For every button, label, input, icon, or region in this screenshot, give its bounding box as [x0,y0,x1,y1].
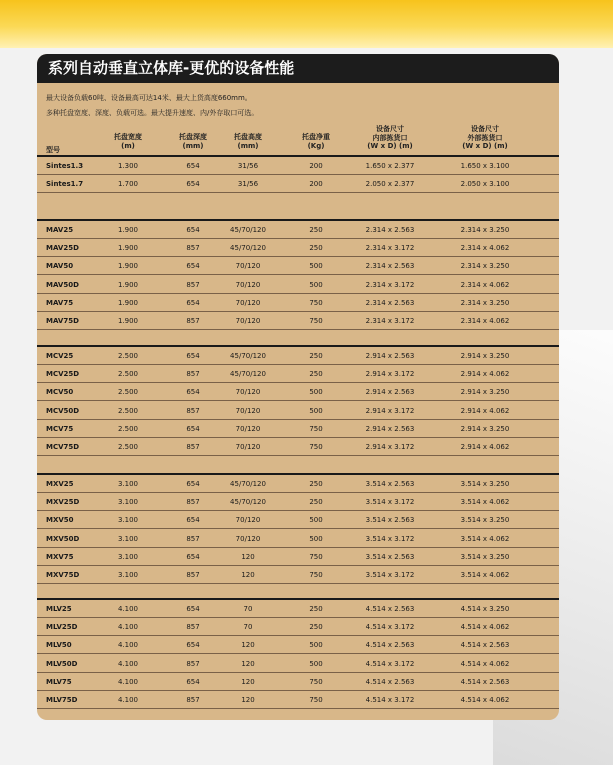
cell-depth: 654 [186,298,200,307]
table-row [37,439,559,456]
table-row [37,494,559,511]
header-model: 型号 [46,146,60,154]
cell-outer-size: 2.914 x 3.250 [460,388,510,397]
cell-load: 750 [309,696,323,704]
intro-line-1: 最大设备负载60吨、设备最高可达14米、最大上货高度660mm。 [46,94,252,102]
cell-load: 250 [309,244,323,253]
header-height: 托盘高度 (mm) [234,133,262,150]
cell-depth: 654 [186,424,200,433]
cell-depth: 654 [186,352,200,360]
cell-height: 70/120 [235,534,261,543]
cell-outer-size: 2.914 x 4.062 [460,370,510,379]
header-width: 托盘宽度 (m) [114,133,142,150]
cell-inner-size: 3.514 x 3.172 [365,571,415,579]
header-load: 托盘净重 (Kg) [302,133,330,150]
cell-height: 70 [243,623,253,632]
cell-inner-size: 2.314 x 3.172 [365,280,415,289]
cell-model: MXV50 [46,516,74,525]
cell-width: 3.100 [117,498,139,507]
cell-inner-size: 2.050 x 2.377 [365,180,415,189]
cell-inner-size: 4.514 x 3.172 [365,659,415,668]
cell-height: 31/56 [237,180,259,189]
cell-inner-size: 2.314 x 2.563 [365,226,415,234]
table-row [37,222,559,239]
cell-width: 4.100 [117,659,139,668]
cell-inner-size: 3.514 x 2.563 [365,516,415,525]
cell-inner-size: 2.314 x 3.172 [365,317,415,325]
cell-inner-size: 2.314 x 2.563 [365,262,415,271]
table-row [37,619,559,636]
cell-depth: 654 [186,262,200,271]
cell-model: MAV25D [46,244,79,253]
cell-load: 500 [309,388,323,397]
cell-depth: 857 [186,696,200,704]
table-row [37,601,559,618]
cell-model: MAV75 [46,298,74,307]
table-row [37,295,559,312]
table-row [37,158,559,175]
header-inner-size: 设备尺寸 内部拣货口 (W x D) (m) [367,125,413,150]
cell-outer-size: 3.514 x 3.250 [460,516,510,525]
table-row [37,348,559,365]
cell-inner-size: 2.914 x 2.563 [365,424,415,433]
cell-width: 2.500 [117,388,139,397]
page-title: 系列自动垂直立体库-更优的设备性能 [48,59,295,77]
cell-inner-size: 2.914 x 3.172 [365,370,415,379]
cell-inner-size: 2.914 x 2.563 [365,388,415,397]
cell-outer-size: 4.514 x 4.062 [460,623,510,632]
cell-depth: 857 [186,406,200,415]
table-row [37,531,559,548]
cell-load: 250 [309,605,323,613]
cell-depth: 857 [186,571,200,579]
cell-height: 70 [243,605,253,613]
cell-load: 500 [309,406,323,415]
cell-width: 4.100 [117,677,139,686]
cell-model: MLV75D [46,696,78,704]
cell-width: 2.500 [117,352,139,360]
cell-inner-size: 3.514 x 3.172 [365,534,415,543]
cell-outer-size: 2.314 x 4.062 [460,244,510,253]
cell-load: 750 [309,677,323,686]
cell-depth: 857 [186,498,200,507]
cell-depth: 857 [186,534,200,543]
cell-load: 250 [309,226,323,234]
table-row [37,692,559,709]
cell-width: 4.100 [117,696,139,704]
cell-height: 70/120 [235,388,261,397]
cell-height: 45/70/120 [230,370,266,379]
cell-model: MLV25D [46,623,78,632]
cell-depth: 654 [186,180,200,189]
cell-load: 750 [309,571,323,579]
cell-width: 2.500 [117,424,139,433]
cell-load: 250 [309,370,323,379]
cell-outer-size: 3.514 x 3.250 [460,552,510,561]
cell-depth: 654 [186,516,200,525]
cell-width: 3.100 [117,571,139,579]
cell-width: 1.900 [117,317,139,325]
cell-height: 70/120 [235,406,261,415]
cell-inner-size: 2.914 x 3.172 [365,406,415,415]
cell-height: 45/70/120 [230,352,266,360]
cell-load: 500 [309,516,323,525]
cell-width: 1.700 [117,180,139,189]
cell-width: 2.500 [117,370,139,379]
cell-depth: 857 [186,370,200,379]
cell-model: MXV75D [46,571,80,579]
cell-load: 750 [309,424,323,433]
cell-depth: 654 [186,480,200,488]
cell-outer-size: 3.514 x 4.062 [460,571,510,579]
table-row [37,421,559,438]
header-depth: 托盘深度 (mm) [179,133,207,150]
cell-load: 200 [309,162,323,170]
cell-outer-size: 4.514 x 3.250 [460,605,510,613]
cell-height: 31/56 [237,162,259,170]
cell-model: Sintes1.3 [46,162,84,170]
top-color-band [0,0,613,48]
cell-outer-size: 4.514 x 2.563 [460,641,510,650]
cell-height: 70/120 [235,298,261,307]
cell-inner-size: 4.514 x 2.563 [365,677,415,686]
cell-load: 500 [309,280,323,289]
cell-height: 70/120 [235,280,261,289]
table-row [37,403,559,420]
cell-load: 250 [309,352,323,360]
table-row [37,258,559,275]
cell-outer-size: 2.314 x 4.062 [460,317,510,325]
cell-model: MXV25 [46,480,74,488]
cell-outer-size: 2.914 x 3.250 [460,352,510,360]
table-row [37,277,559,294]
cell-model: MAV50 [46,262,74,271]
cell-width: 1.900 [117,226,139,234]
cell-depth: 857 [186,244,200,253]
cell-inner-size: 4.514 x 3.172 [365,623,415,632]
cell-model: MLV50 [46,641,72,650]
cell-outer-size: 2.050 x 3.100 [460,180,510,189]
cell-outer-size: 2.314 x 3.250 [460,262,510,271]
cell-depth: 654 [186,162,200,170]
table-row [37,384,559,401]
cell-depth: 857 [186,317,200,325]
cell-outer-size: 3.514 x 3.250 [460,480,510,488]
cell-width: 1.900 [117,244,139,253]
cell-depth: 654 [186,552,200,561]
cell-load: 500 [309,534,323,543]
cell-depth: 857 [186,443,200,451]
cell-width: 1.300 [117,162,139,170]
cell-outer-size: 4.514 x 4.062 [460,696,510,704]
table-row [37,176,559,193]
table-row [37,313,559,330]
table-row [37,567,559,584]
cell-outer-size: 2.914 x 3.250 [460,424,510,433]
intro-line-2: 多种托盘宽度、深度、负载可选。最大提升速度、内/外存取口可选。 [46,109,259,117]
cell-depth: 654 [186,605,200,613]
table-row [37,476,559,493]
cell-model: MLV25 [46,605,72,613]
cell-height: 120 [241,677,255,686]
cell-outer-size: 3.514 x 4.062 [460,534,510,543]
cell-inner-size: 2.314 x 3.172 [365,244,415,253]
cell-inner-size: 4.514 x 3.172 [365,696,415,704]
group-divider [37,155,559,157]
cell-load: 500 [309,262,323,271]
cell-model: MAV25 [46,226,74,234]
cell-inner-size: 3.514 x 2.563 [365,480,415,488]
cell-height: 45/70/120 [230,498,266,507]
cell-height: 120 [241,571,255,579]
cell-height: 70/120 [235,443,261,451]
cell-load: 250 [309,480,323,488]
cell-load: 750 [309,298,323,307]
cell-model: MCV50 [46,388,74,397]
cell-inner-size: 3.514 x 3.172 [365,498,415,507]
cell-depth: 654 [186,641,200,650]
cell-height: 45/70/120 [230,226,266,234]
cell-depth: 654 [186,677,200,686]
cell-outer-size: 4.514 x 2.563 [460,677,510,686]
table-row [37,512,559,529]
cell-model: MCV25 [46,352,74,360]
cell-width: 2.500 [117,443,139,451]
cell-depth: 654 [186,226,200,234]
cell-outer-size: 2.914 x 4.062 [460,406,510,415]
cell-model: MCV75D [46,443,80,451]
group-divider [37,345,559,347]
cell-inner-size: 2.314 x 2.563 [365,298,415,307]
cell-outer-size: 2.314 x 3.250 [460,298,510,307]
cell-width: 1.900 [117,298,139,307]
cell-load: 250 [309,623,323,632]
cell-outer-size: 4.514 x 4.062 [460,659,510,668]
cell-height: 45/70/120 [230,480,266,488]
cell-model: MCV25D [46,370,80,379]
table-row [37,656,559,673]
cell-height: 120 [241,641,255,650]
cell-height: 70/120 [235,424,261,433]
cell-inner-size: 1.650 x 2.377 [365,162,415,170]
cell-load: 500 [309,659,323,668]
cell-height: 120 [241,696,255,704]
cell-inner-size: 2.914 x 2.563 [365,352,415,360]
table-row [37,366,559,383]
cell-model: MCV75 [46,424,74,433]
cell-model: MLV50D [46,659,78,668]
cell-height: 70/120 [235,317,261,325]
cell-inner-size: 4.514 x 2.563 [365,641,415,650]
cell-outer-size: 1.650 x 3.100 [460,162,510,170]
cell-model: MXV75 [46,552,74,561]
table-row [37,549,559,566]
header-outer-size: 设备尺寸 外部拣货口 (W x D) (m) [462,125,508,150]
cell-outer-size: 2.914 x 4.062 [460,443,510,451]
cell-width: 4.100 [117,623,139,632]
cell-depth: 857 [186,659,200,668]
cell-inner-size: 3.514 x 2.563 [365,552,415,561]
cell-load: 200 [309,180,323,189]
cell-model: MXV50D [46,534,80,543]
cell-depth: 654 [186,388,200,397]
cell-height: 120 [241,659,255,668]
table-row [37,674,559,691]
group-divider [37,219,559,221]
cell-load: 750 [309,317,323,325]
cell-width: 3.100 [117,516,139,525]
cell-model: MLV75 [46,677,72,686]
group-divider [37,473,559,475]
cell-width: 4.100 [117,605,139,613]
cell-width: 3.100 [117,534,139,543]
title-bar [37,54,559,83]
cell-width: 2.500 [117,406,139,415]
cell-model: MAV50D [46,280,79,289]
cell-model: MAV75D [46,317,79,325]
table-row [37,637,559,654]
cell-width: 4.100 [117,641,139,650]
cell-model: Sintes1.7 [46,180,84,189]
cell-height: 70/120 [235,262,261,271]
cell-width: 1.900 [117,280,139,289]
cell-height: 45/70/120 [230,244,266,253]
cell-load: 750 [309,552,323,561]
cell-height: 120 [241,552,255,561]
cell-inner-size: 4.514 x 2.563 [365,605,415,613]
cell-model: MCV50D [46,406,80,415]
cell-height: 70/120 [235,516,261,525]
cell-depth: 857 [186,280,200,289]
cell-inner-size: 2.914 x 3.172 [365,443,415,451]
cell-outer-size: 3.514 x 4.062 [460,498,510,507]
cell-load: 250 [309,498,323,507]
cell-load: 750 [309,443,323,451]
spec-table-panel [37,54,559,720]
group-divider [37,598,559,600]
cell-width: 3.100 [117,480,139,488]
cell-outer-size: 2.314 x 3.250 [460,226,510,234]
cell-outer-size: 2.314 x 4.062 [460,280,510,289]
cell-depth: 857 [186,623,200,632]
cell-model: MXV25D [46,498,80,507]
cell-load: 500 [309,641,323,650]
cell-width: 1.900 [117,262,139,271]
cell-width: 3.100 [117,552,139,561]
table-row [37,240,559,257]
